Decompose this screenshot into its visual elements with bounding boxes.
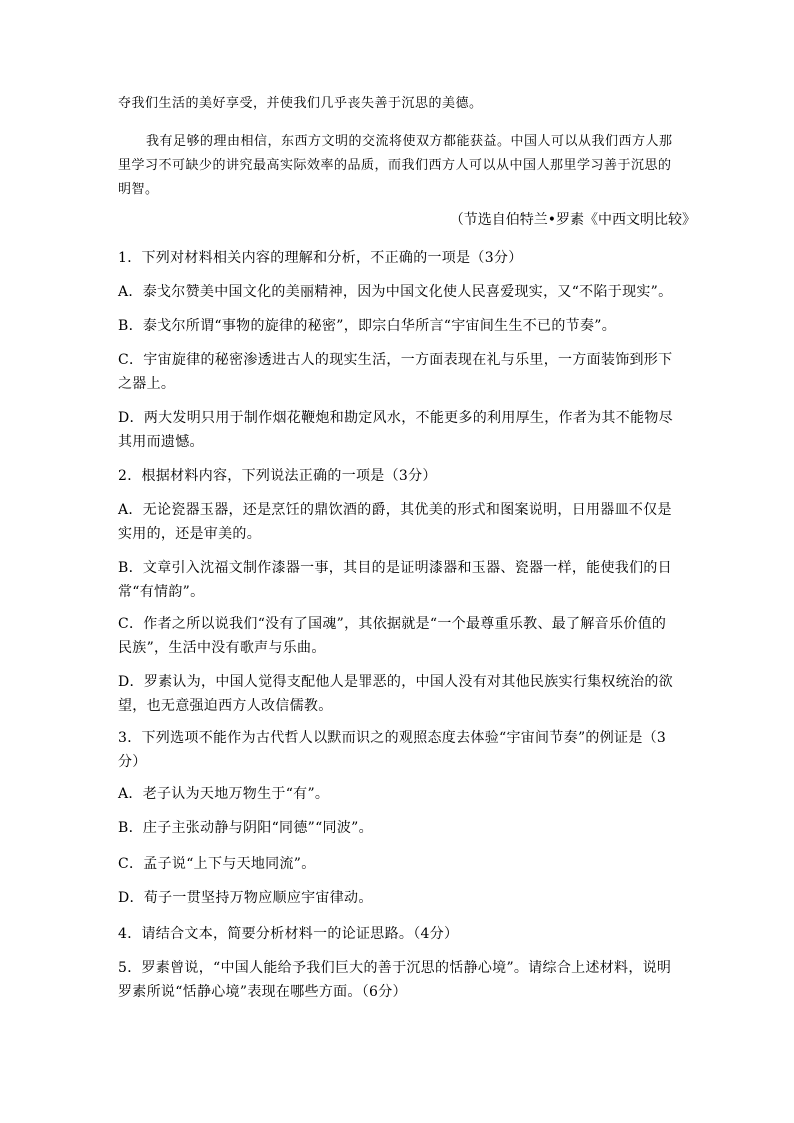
question-5-stem: 5．罗素曾说，“中国人能给予我们巨大的善于沉思的恬静心境”。请综合上述材料，说明罗素所说“恬静心境”表现在哪些方面。（6分） [118, 960, 672, 1000]
question-4-stem: 4．请结合文本，简要分析材料一的论证思路。（4分） [118, 926, 459, 942]
question-1-option-a: A．泰戈尔赞美中国文化的美丽精神，因为中国文化使人民喜爱现实，又“不陷于现实”。 [118, 284, 673, 300]
question-1-option-d: D．两大发明只用于制作烟花鞭炮和勘定风水，不能更多的利用厚生，作者为其不能物尽其用而遗憾。 [118, 410, 673, 450]
question-3-stem: 3．下列选项不能作为古代哲人以默而识之的观照态度去体验“宇宙间节奏”的例证是（3分） [118, 730, 667, 770]
passage-line-1: 夺我们生活的美好享受，并使我们几乎丧失善于沉思的美德。 [118, 96, 483, 111]
question-1-option-b: B．泰戈尔所谓“事物的旋律的秘密”，即宗白华所言“宇宙间生生不已的节奏”。 [118, 318, 617, 334]
passage-source: （节选自伯特兰•罗素《中西文明比较》 [449, 212, 696, 228]
question-2-option-a: A．无论瓷器玉器，还是烹饪的鼎饮酒的爵，其优美的形式和图案说明，日用器皿不仅是实用的，还是审美的。 [118, 502, 672, 542]
question-1-stem: 1．下列对材料相关内容的理解和分析，不正确的一项是（3分） [118, 250, 523, 266]
question-3-option-d: D．荀子一贯坚持万物应顺应宇宙律动。 [118, 890, 373, 906]
question-2-stem: 2．根据材料内容，下列说法正确的一项是（3分） [118, 468, 437, 484]
question-2-option-d: D．罗素认为，中国人觉得支配他人是罪恶的，中国人没有对其他民族实行集权统治的欲望，也无意强迫西方人改信儒教。 [118, 674, 673, 714]
passage-paragraph-2: 我有足够的理由相信，东西方文明的交流将使双方都能获益。中国人可以从我们西方人那里学习不可缺少的讲究最高实际效率的品质，而我们西方人可以从中国人那里学习善于沉思的明智。 [118, 134, 673, 197]
question-3-option-c: C．孟子说“上下与天地同流”。 [118, 856, 316, 872]
question-2-option-c: C．作者之所以说我们“没有了国魂”，其依据就是“一个最尊重乐教、最了解音乐价值的民族”，生活中没有歌声与乐曲。 [118, 616, 667, 656]
question-2-option-b: B．文章引入沈福文制作漆器一事，其目的是证明漆器和玉器、瓷器一样，能使我们的日常“有情韵”。 [118, 560, 672, 600]
question-3-option-a: A．老子认为天地万物生于“有”。 [118, 786, 330, 802]
question-3-option-b: B．庄子主张动静与阴阳“同德”“同波”。 [118, 820, 373, 836]
question-1-option-c: C．宇宙旋律的秘密渗透进古人的现实生活，一方面表现在礼与乐里，一方面装饰到形下之器上。 [118, 352, 673, 392]
